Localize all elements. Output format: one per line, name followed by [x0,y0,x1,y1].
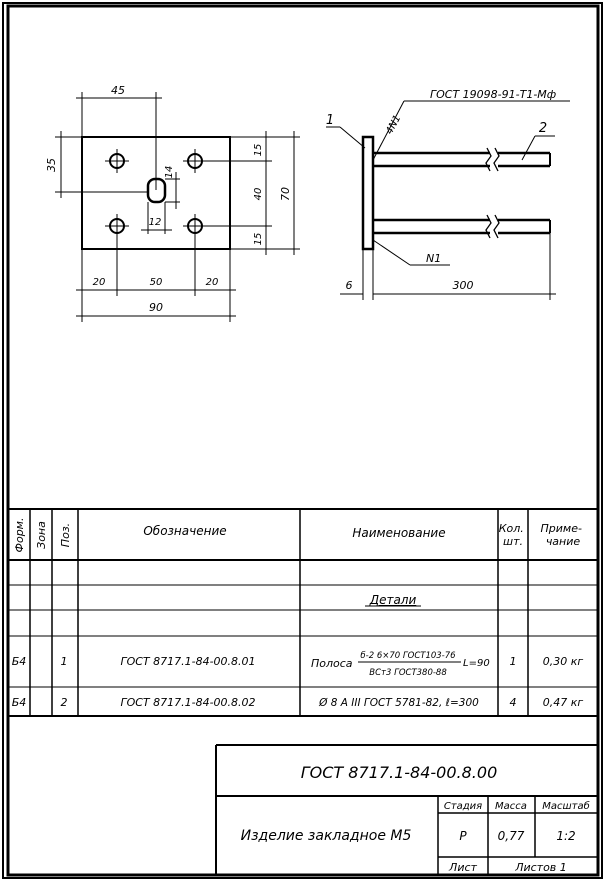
stage-value: Р [459,829,467,843]
weld-standard: ГОСТ 19098-91-Т1-Мф [430,88,557,101]
spec-table [8,509,598,716]
row1-qty: 1 [509,655,517,668]
mass-value: 0,77 [497,829,525,843]
header-note: Приме- чание [540,522,582,548]
header-qty: Кол. шт. [498,522,524,548]
product-name: Изделие закладное М5 [240,828,412,844]
row2-qty: 4 [509,696,517,709]
sheet-outer-border [3,3,602,878]
row1-note: 0,30 кг [542,655,584,668]
hole-bottom-right [183,214,207,238]
dim-slot-14: 14 [164,165,175,179]
hole-bottom-left [105,214,129,238]
header-pos: Поз. [59,522,72,548]
weld-code: 4N1 [384,113,404,137]
row2-format: Б4 [11,696,27,709]
dim-right-15-top: 15 [253,143,264,157]
section-label-details: Детали [369,593,417,607]
dim-slot-12: 12 [148,217,162,228]
header-designation: Обозначение [143,524,227,538]
side-view [326,88,570,300]
header-zone: Зона [35,521,48,549]
mass-label: Масса [495,801,527,812]
row2-designation: ГОСТ 8717.1-84-00.8.02 [120,696,256,709]
header-name: Наименование [352,526,446,540]
row1-name-numerator: б-2 6×70 ГОСТ103-76 [360,651,456,661]
row1-name-prefix: Полоса [311,657,353,670]
side-plate [363,137,373,249]
dim-right-15-bottom: 15 [253,232,264,246]
callout-2: 2 [538,121,548,136]
row1-name-length: L=90 [463,658,490,669]
dim-bottom-20-right: 20 [205,277,219,288]
scale-value: 1:2 [556,829,576,843]
header-format: Форм. [13,517,26,553]
dim-top-45: 45 [111,84,125,97]
row2-name: Ø 8 А III ГОСТ 5781-82, ℓ=300 [319,697,479,709]
title-block [216,745,598,875]
dim-right-70: 70 [279,187,292,201]
dim-bottom-20-left: 20 [92,277,106,288]
hole-top-left [105,149,129,173]
callout-1: 1 [325,113,335,128]
row2-note: 0,47 кг [542,696,584,709]
sheet-label: Лист [449,861,477,874]
sheets-label: Листов 1 [515,861,567,874]
dim-bottom-50: 50 [149,277,163,288]
dim-length-300: 300 [452,279,474,292]
row1-pos: 1 [60,655,68,668]
plan-view [45,84,300,322]
row1-name-denominator: ВСт3 ГОСТ380-88 [369,668,447,678]
dim-right-40: 40 [253,187,264,201]
row1-format: Б4 [11,655,27,668]
row2-pos: 2 [60,696,68,709]
weld-mark: N1 [426,252,442,265]
hole-top-right [183,149,207,173]
dim-bottom-90: 90 [149,301,163,314]
document-number: ГОСТ 8717.1-84-00.8.00 [300,763,498,782]
scale-label: Масштаб [542,801,590,812]
stage-label: Стадия [443,801,483,812]
row1-designation: ГОСТ 8717.1-84-00.8.01 [120,655,256,668]
dim-thickness-6: 6 [345,279,353,292]
dim-left-35: 35 [45,158,58,172]
